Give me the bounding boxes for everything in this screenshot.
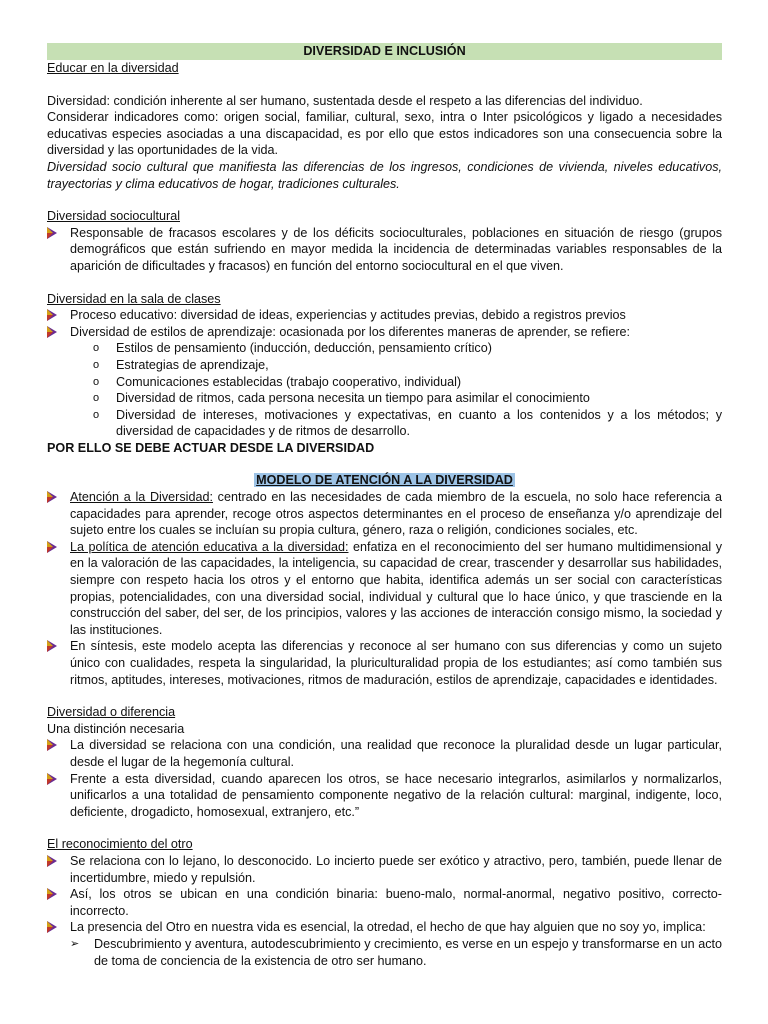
list-item: ➢ Descubrimiento y aventura, autodescubrimiento y crecimiento, es verse en un espejo y transformarse en un acto de toma de conciencia de la existencia de otro ser humano.	[70, 936, 722, 968]
circle-bullet-icon: o	[93, 358, 100, 371]
circle-bullet-icon: o	[93, 342, 100, 355]
list-item: Diversidad de estilos de aprendizaje: ocasionada por los diferentes maneras de aprender, se refiere:	[47, 324, 722, 341]
item-label: Atención a la Diversidad:	[70, 490, 213, 505]
heading-educar: Educar en la diversidad	[47, 61, 179, 75]
list-reconocimiento	[47, 853, 722, 936]
list-item: La diversidad se relaciona con una condición, una realidad que reconoce la pluralidad desde un lugar particular, desde el lugar de la hegemonía cultural.	[47, 737, 722, 770]
arrow-bullet-icon	[47, 227, 57, 239]
arrow-bullet-icon	[47, 855, 57, 867]
paragraph-definition: Diversidad: condición inherente al ser humano, sustentada desde el respeto a las diferencias del individuo.	[47, 93, 643, 108]
item-label: La política de atención educativa a la diversidad:	[70, 539, 349, 554]
list-item: Frente a esta diversidad, cuando aparecen los otros, se hace necesario integrarlos, asimilarlos y normalizarlos, unificarlos a una totalidad de pensamiento componente negativo de la relación cultural: marginal, indigente, loco, deficiente, drogadicto, homosexual, extranjero, etc.”	[47, 771, 722, 821]
paragraph-sociocultural: Diversidad socio cultural que manifiesta las diferencias de los ingresos, condiciones de vivienda, niveles educativos, trayectorias y clima educativos de hogar, tradiciones culturales.	[47, 159, 722, 191]
heading-sociocultural: Diversidad sociocultural	[47, 209, 180, 224]
sublist-estilos	[47, 340, 722, 440]
list-item: Responsable de fracasos escolares y de los déficits socioculturales, poblaciones en situación de riesgo (grupos demográficos que están sufriendo en mayor medida la incidencia de determinadas variables responsables de la aparición de dificultades y fracasos) en función del entorno sociocultural en el que viven.	[47, 225, 722, 275]
arrow-bullet-icon	[47, 773, 57, 785]
list-item: o Estilos de pensamiento (inducción, deducción, pensamiento crítico)	[93, 341, 492, 356]
list-item: La presencia del Otro en nuestra vida es esencial, la otredad, el hecho de que hay alguien que no soy yo, implica:	[47, 919, 722, 936]
arrow-bullet-icon	[47, 888, 57, 900]
arrow-bullet-icon	[47, 640, 57, 652]
heading-modelo-wrap	[47, 472, 722, 489]
list-sala-clases	[47, 307, 722, 340]
list-item: o Diversidad de intereses, motivaciones y expectativas, en cuanto a los contenidos y a los métodos; y diversidad de capacidades y de ritmos de desarrollo.	[93, 407, 722, 439]
list-item: Así, los otros se ubican en una condición binaria: bueno-malo, normal-anormal, negativo positivo, correcto-incorrecto.	[47, 886, 722, 919]
heading-sala-clases: Diversidad en la sala de clases	[47, 291, 221, 306]
list-item: Atención a la Diversidad: centrado en las necesidades de cada miembro de la escuela, no solo hace referencia a capacidades para aprender, recoge otros aspectos determinantes en el proceso de enseñanza y/o aprendizaje del sujeto entre los cuales se incluían su propia cultura, género, raza o religión, condiciones sociales, etc.	[47, 489, 722, 539]
list-item: o Comunicaciones establecidas (trabajo cooperativo, individual)	[93, 374, 462, 389]
arrow-bullet-icon	[47, 326, 57, 338]
list-item: o Diversidad de ritmos, cada persona necesita un tiempo para asimilar el conocimiento	[93, 391, 590, 406]
list-item: La política de atención educativa a la diversidad: enfatiza en el reconocimiento del ser humano multidimensional y en la valoración de las capacidades, la inteligencia, su capacidad de crear, trascender y desarrollar sus habilidades, siempre con respeto hacia los otros y el entorno que habita, identifica además un ser social con características propias, potencialidades, con una diversidad social, individual y cultural que lo hace único, y que trasciende en la construcción del saber, del ser, de los principios, valores y las acciones de interacción consigo mismo, la sociedad y las instituciones.	[47, 539, 722, 639]
heading-reconocimiento: El reconocimiento del otro	[47, 837, 193, 852]
heading-diferencia: Diversidad o diferencia	[47, 705, 176, 720]
subheading-distincion: Una distinción necesaria	[47, 721, 185, 736]
arrow-bullet-icon	[47, 739, 57, 751]
heading-modelo: MODELO DE ATENCIÓN A LA DIVERSIDAD	[256, 473, 513, 488]
paragraph-indicators: Considerar indicadores como: origen social, familiar, cultural, sexo, intra o Inter psicológicos y ligado a necesidades educativas especies asociadas a una discapacidad, es por ello que estos indicadores son una consecuencia sobre la diversidad y las oportunidades de la vida.	[47, 110, 722, 158]
circle-bullet-icon: o	[93, 392, 100, 405]
list-modelo	[47, 489, 722, 688]
sublist-otredad	[47, 936, 722, 969]
list-diferencia	[47, 737, 722, 820]
document-title: DIVERSIDAD E INCLUSIÓN	[47, 43, 722, 60]
arrow-bullet-icon	[47, 309, 57, 321]
closing-statement: POR ELLO SE DEBE ACTUAR DESDE LA DIVERSIDAD	[47, 440, 375, 455]
arrowhead-bullet-icon: ➢	[70, 937, 80, 950]
arrow-bullet-icon	[47, 541, 57, 553]
circle-bullet-icon: o	[93, 408, 100, 421]
list-item: En síntesis, este modelo acepta las diferencias y reconoce al ser humano con sus diferencias y como un sujeto único con cualidades, respeta la singularidad, la pluriculturalidad propia de los estudiantes; así como también sus ritmos, aptitudes, intereses, motivaciones, ritmos de maduración, estilos de aprendizaje, capacidades e identidades.	[47, 638, 722, 688]
list-sociocultural	[47, 225, 722, 275]
arrow-bullet-icon	[47, 921, 57, 933]
list-item: Se relaciona con lo lejano, lo desconocido. Lo incierto puede ser exótico y atractivo, pero, también, puede llenar de incertidumbre, miedo y repulsión.	[47, 853, 722, 886]
list-item: Proceso educativo: diversidad de ideas, experiencias y actitudes previas, debido a registros previos	[47, 307, 722, 324]
list-item: o Estrategias de aprendizaje,	[93, 357, 269, 372]
arrow-bullet-icon	[47, 491, 57, 503]
circle-bullet-icon: o	[93, 375, 100, 388]
